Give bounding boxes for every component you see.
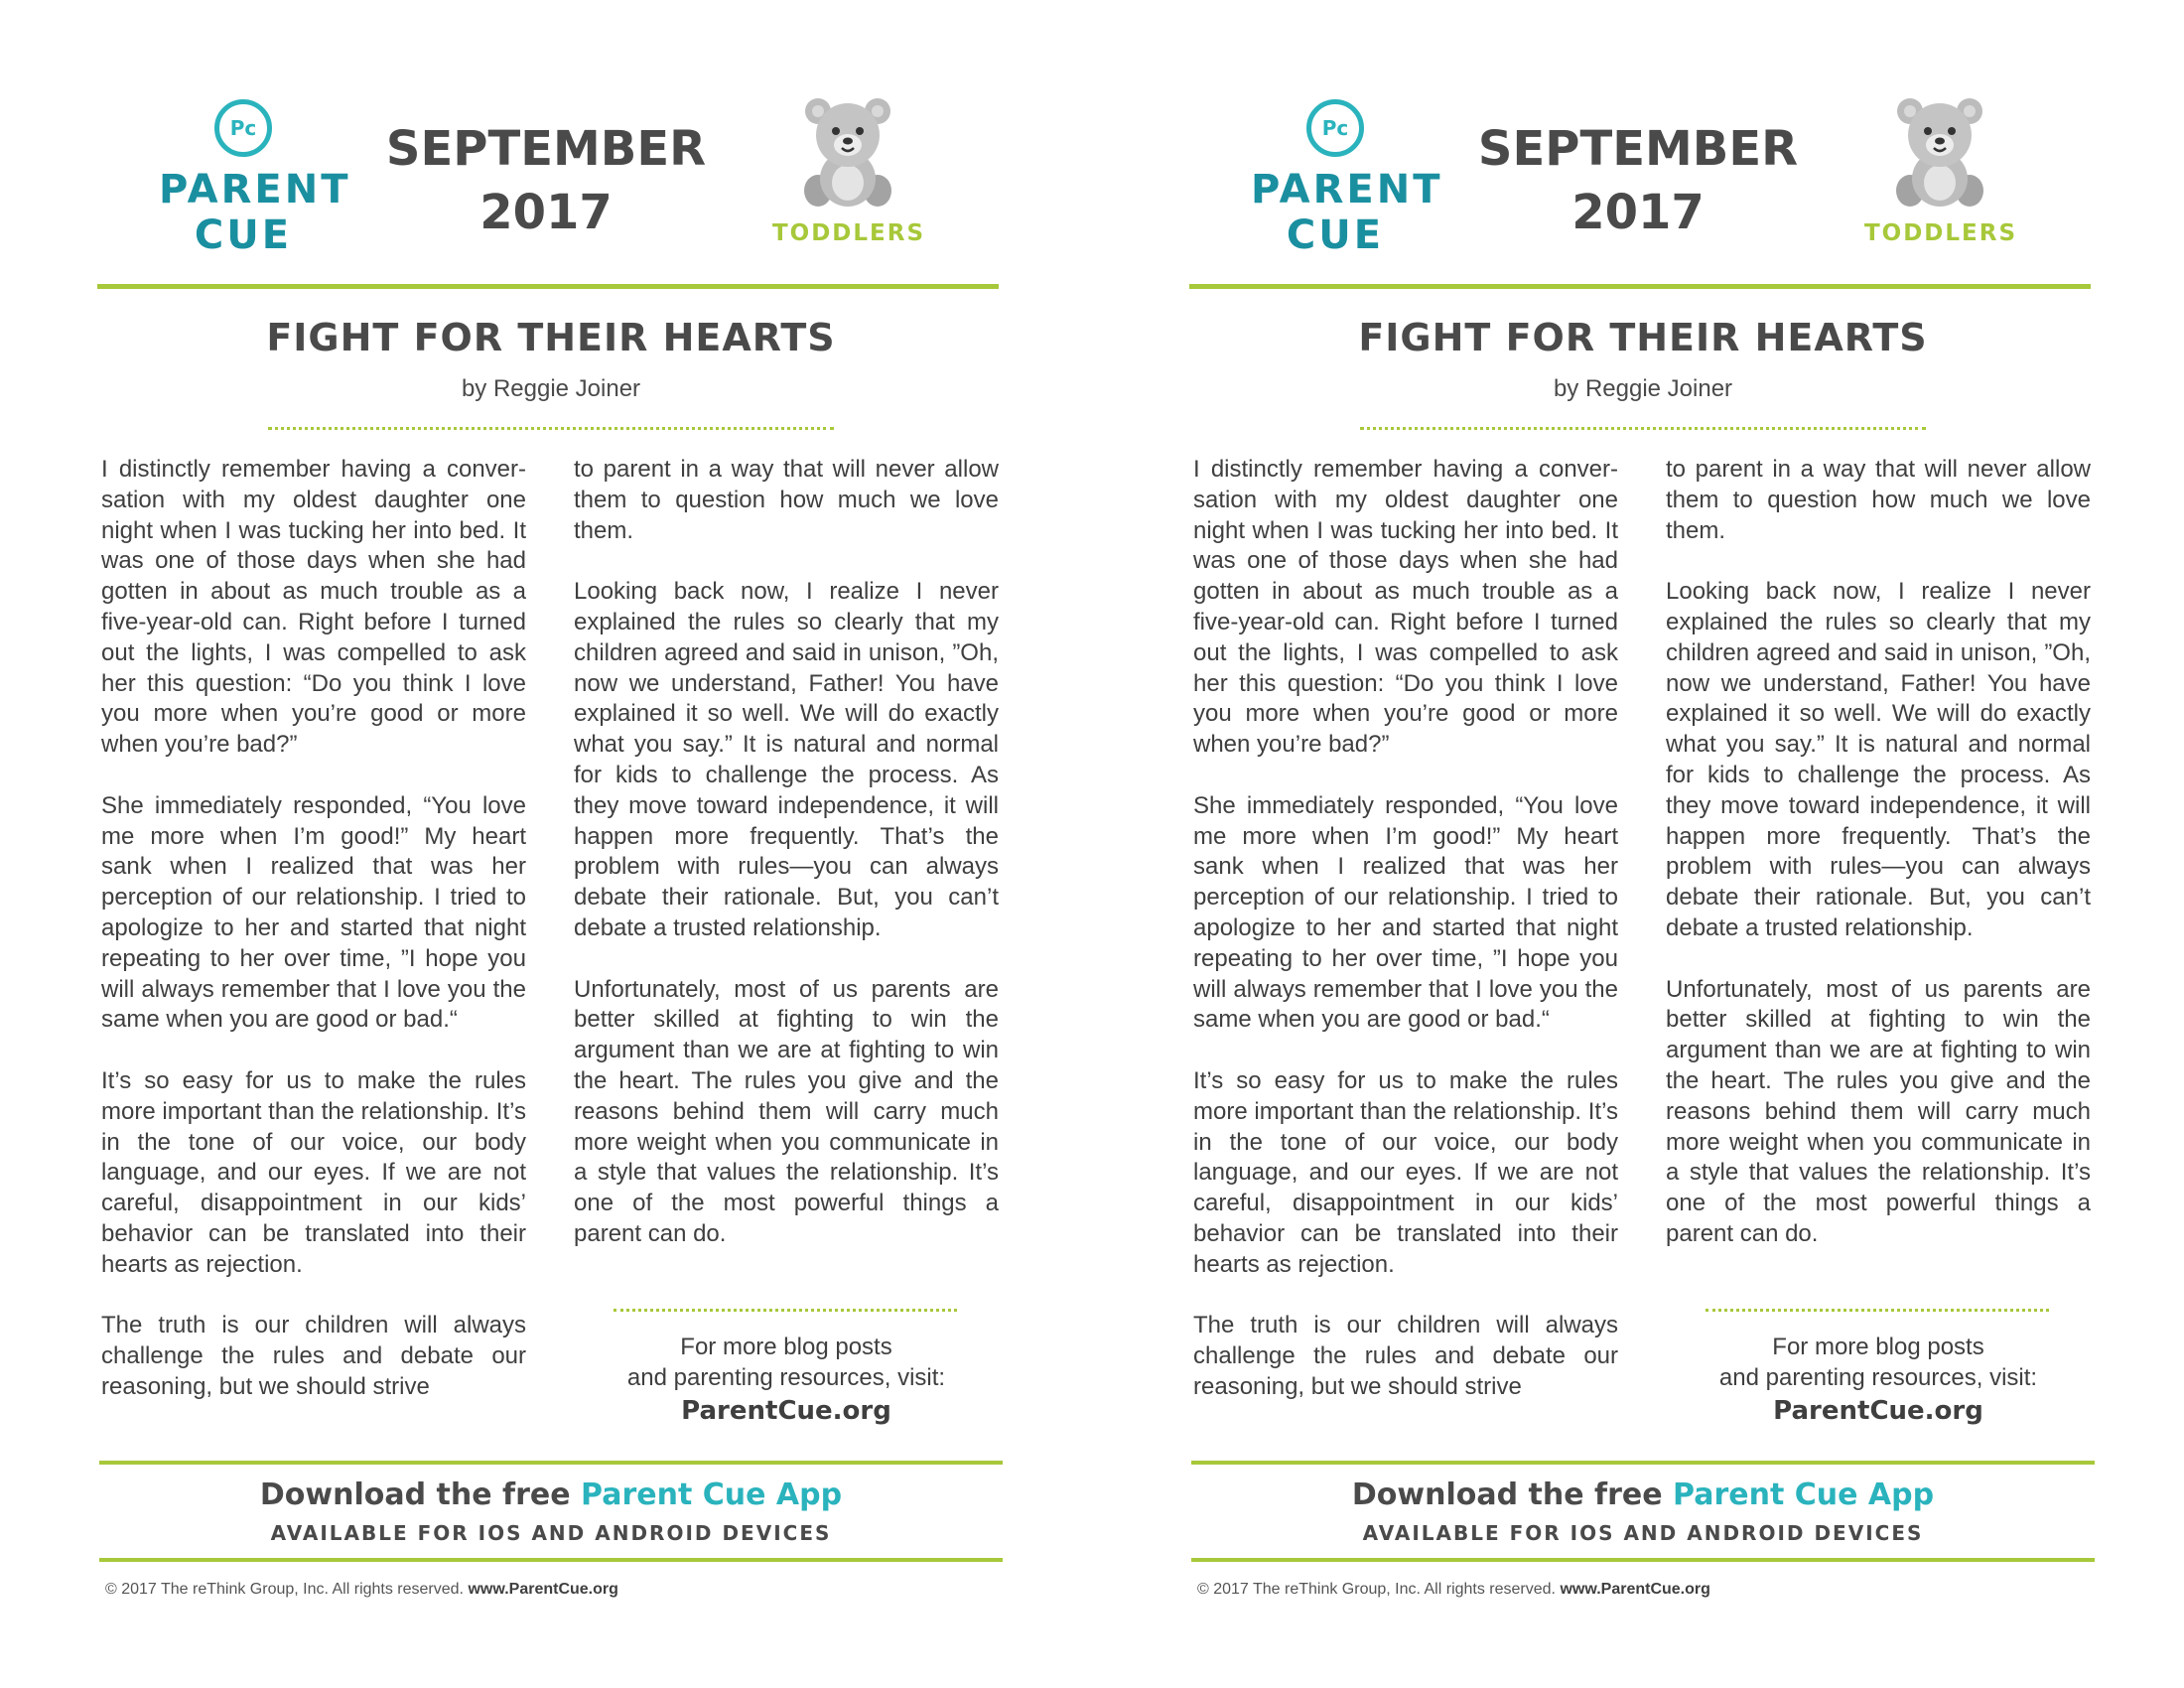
article-paragraph: It’s so easy for us to make the rules more important than the relationship. It’s in the tone of our voice, our body language, and our eyes. If we are not careful, disappointment in our kids’ behavior can be translated into their hearts as rejection. (1193, 1066, 1618, 1278)
blog-text-line: and parenting resources, visit: (626, 1363, 946, 1391)
logo-badge-icon: Pc (1306, 99, 1364, 157)
app-download-heading (99, 1477, 1003, 1512)
teddy-bear-icon (1894, 95, 1985, 211)
title-dotted-divider (1360, 427, 1926, 430)
issue-date (377, 117, 715, 244)
article-paragraph: Looking back now, I realize I never explained the rules so clearly that my children agreed and said in unison, ”Oh, now we understand, Father! You have explained it so well. We will do exactly what you say.” It is natural and normal for kids to challenge the process. As they move toward independence, it will happen more frequently. That’s the problem with rules—you can always debate their rationale. But, you can’t debate a trusted relationship. (574, 578, 999, 941)
article-title: FIGHT FOR THEIR HEARTS (266, 316, 836, 359)
article-paragraph: The truth is our children will always challenge the rules and debate our reasoning, but we should strive (1193, 1312, 1618, 1400)
article-title: FIGHT FOR THEIR HEARTS (1358, 316, 1928, 359)
blog-text-line: For more blog posts (1772, 1334, 1984, 1360)
app-devices-note: AVAILABLE FOR IOS AND ANDROID DEVICES (270, 1521, 832, 1545)
handout-page (1092, 0, 2184, 1688)
article-paragraph: Unfortunately, most of us parents are better skilled at fighting to win the argument than we are at fighting to win the heart. The rules you give and the reasons behind them will carry much more weight when you communicate in a style that values the relationship. It’s one of the most powerful things a parent can do. (1666, 975, 2091, 1247)
logo-word-parent: PARENT (1251, 167, 1443, 212)
article-paragraph: She immediately responded, “You love me more when I’m good!” My heart sank when I realized that was her perception of our relationship. I tried to apologize to her and started that night repeating to her over time, ”I hope you will always remember that I love you the same when you are good or bad.“ (101, 791, 526, 1034)
blog-text-line: and parenting resources, visit: (1718, 1363, 2038, 1391)
article-paragraph: Unfortunately, most of us parents are better skilled at fighting to win the argument than we are at fighting to win the heart. The rules you give and the reasons behind them will carry much more weight when you communicate in a style that values the relationship. It’s one of the most powerful things a parent can do. (574, 975, 999, 1247)
app-banner-bottom-divider (99, 1558, 1003, 1562)
app-download-prefix: Download the free (1351, 1477, 1674, 1512)
article-byline: by Reggie Joiner (461, 375, 641, 402)
issue-month: SEPTEMBER (1477, 121, 1799, 177)
parent-cue-logo (1251, 99, 1443, 258)
app-name-link[interactable]: Parent Cue App (1673, 1477, 1935, 1512)
app-banner-top-divider (1191, 1461, 2095, 1465)
teddy-bear-icon (802, 95, 893, 211)
copyright-footer (105, 1581, 618, 1599)
footer-website-link[interactable]: www.ParentCue.org (1560, 1581, 1710, 1598)
blog-dotted-divider (1706, 1309, 2049, 1312)
article-paragraph: I distinctly remember having a conversation with my oldest daughter one night when I was tucking her into bed. It was one of those days when she had gotten in about as much trouble as a five-year-old can. Right before I turned out the lights, I was compelled to ask her this question: “Do you think I love you more when you’re good or more when you’re bad?” (101, 456, 526, 759)
blog-dotted-divider (614, 1309, 957, 1312)
article-paragraph: Looking back now, I realize I never explained the rules so clearly that my children agreed and said in unison, ”Oh, now we understand, Father! You have explained it so well. We will do exactly what you say.” It is natural and normal for kids to challenge the process. As they move toward independence, it will happen more frequently. That’s the problem with rules—you can always debate their rationale. But, you can’t debate a trusted relationship. (1666, 578, 2091, 941)
issue-year: 2017 (1571, 185, 1705, 240)
issue-date (1469, 117, 1807, 244)
blog-text-line: For more blog posts (680, 1334, 892, 1360)
app-name-link[interactable]: Parent Cue App (581, 1477, 843, 1512)
logo-badge-icon: Pc (214, 99, 272, 157)
article-paragraph: The truth is our children will always challenge the rules and debate our reasoning, but we should strive (101, 1312, 526, 1400)
logo-word-cue: CUE (1286, 212, 1385, 258)
parentcue-link[interactable]: ParentCue.org (1773, 1395, 1983, 1426)
article-paragraph: She immediately responded, “You love me more when I’m good!” My heart sank when I realized that was her perception of our relationship. I tried to apologize to her and started that night repeating to her over time, ”I hope you will always remember that I love you the same when you are good or bad.“ (1193, 791, 1618, 1034)
article-paragraph: to parent in a way that will never allow them to question how much we love them. (1666, 456, 2091, 544)
blog-callout (1666, 1333, 2091, 1428)
article-column-right (1666, 455, 2091, 1281)
article-paragraph: It’s so easy for us to make the rules more important than the relationship. It’s in the tone of our voice, our body language, and our eyes. If we are not careful, disappointment in our kids’ behavior can be translated into their hearts as rejection. (101, 1066, 526, 1278)
title-dotted-divider (268, 427, 834, 430)
logo-word-cue: CUE (194, 212, 293, 258)
app-download-prefix: Download the free (259, 1477, 582, 1512)
copyright-text: © 2017 The reThink Group, Inc. All rights reserved. (105, 1581, 464, 1598)
footer-website-link[interactable]: www.ParentCue.org (468, 1581, 618, 1598)
issue-year: 2017 (479, 185, 613, 240)
parent-cue-logo (159, 99, 351, 258)
age-group-label: TODDLERS (771, 220, 926, 246)
article-paragraph: I distinctly remember having a conversation with my oldest daughter one night when I was tucking her into bed. It was one of those days when she had gotten in about as much trouble as a five-year-old can. Right before I turned out the lights, I was compelled to ask her this question: “Do you think I love you more when you’re good or more when you’re bad?” (1193, 456, 1618, 759)
app-banner-top-divider (99, 1461, 1003, 1465)
article-column-left (1193, 455, 1618, 1428)
logo-word-parent: PARENT (159, 167, 351, 212)
blog-callout (574, 1333, 999, 1428)
age-group-label: TODDLERS (1863, 220, 2018, 246)
header-divider (97, 284, 999, 289)
article-column-left (101, 455, 526, 1428)
parentcue-link[interactable]: ParentCue.org (681, 1395, 891, 1426)
article-column-right (574, 455, 999, 1281)
app-devices-note: AVAILABLE FOR IOS AND ANDROID DEVICES (1362, 1521, 1924, 1545)
copyright-footer (1197, 1581, 1710, 1599)
app-download-heading (1191, 1477, 2095, 1512)
copyright-text: © 2017 The reThink Group, Inc. All rights reserved. (1197, 1581, 1556, 1598)
article-byline: by Reggie Joiner (1553, 375, 1733, 402)
issue-month: SEPTEMBER (385, 121, 707, 177)
article-paragraph: to parent in a way that will never allow them to question how much we love them. (574, 456, 999, 544)
header-divider (1189, 284, 2091, 289)
app-banner-bottom-divider (1191, 1558, 2095, 1562)
